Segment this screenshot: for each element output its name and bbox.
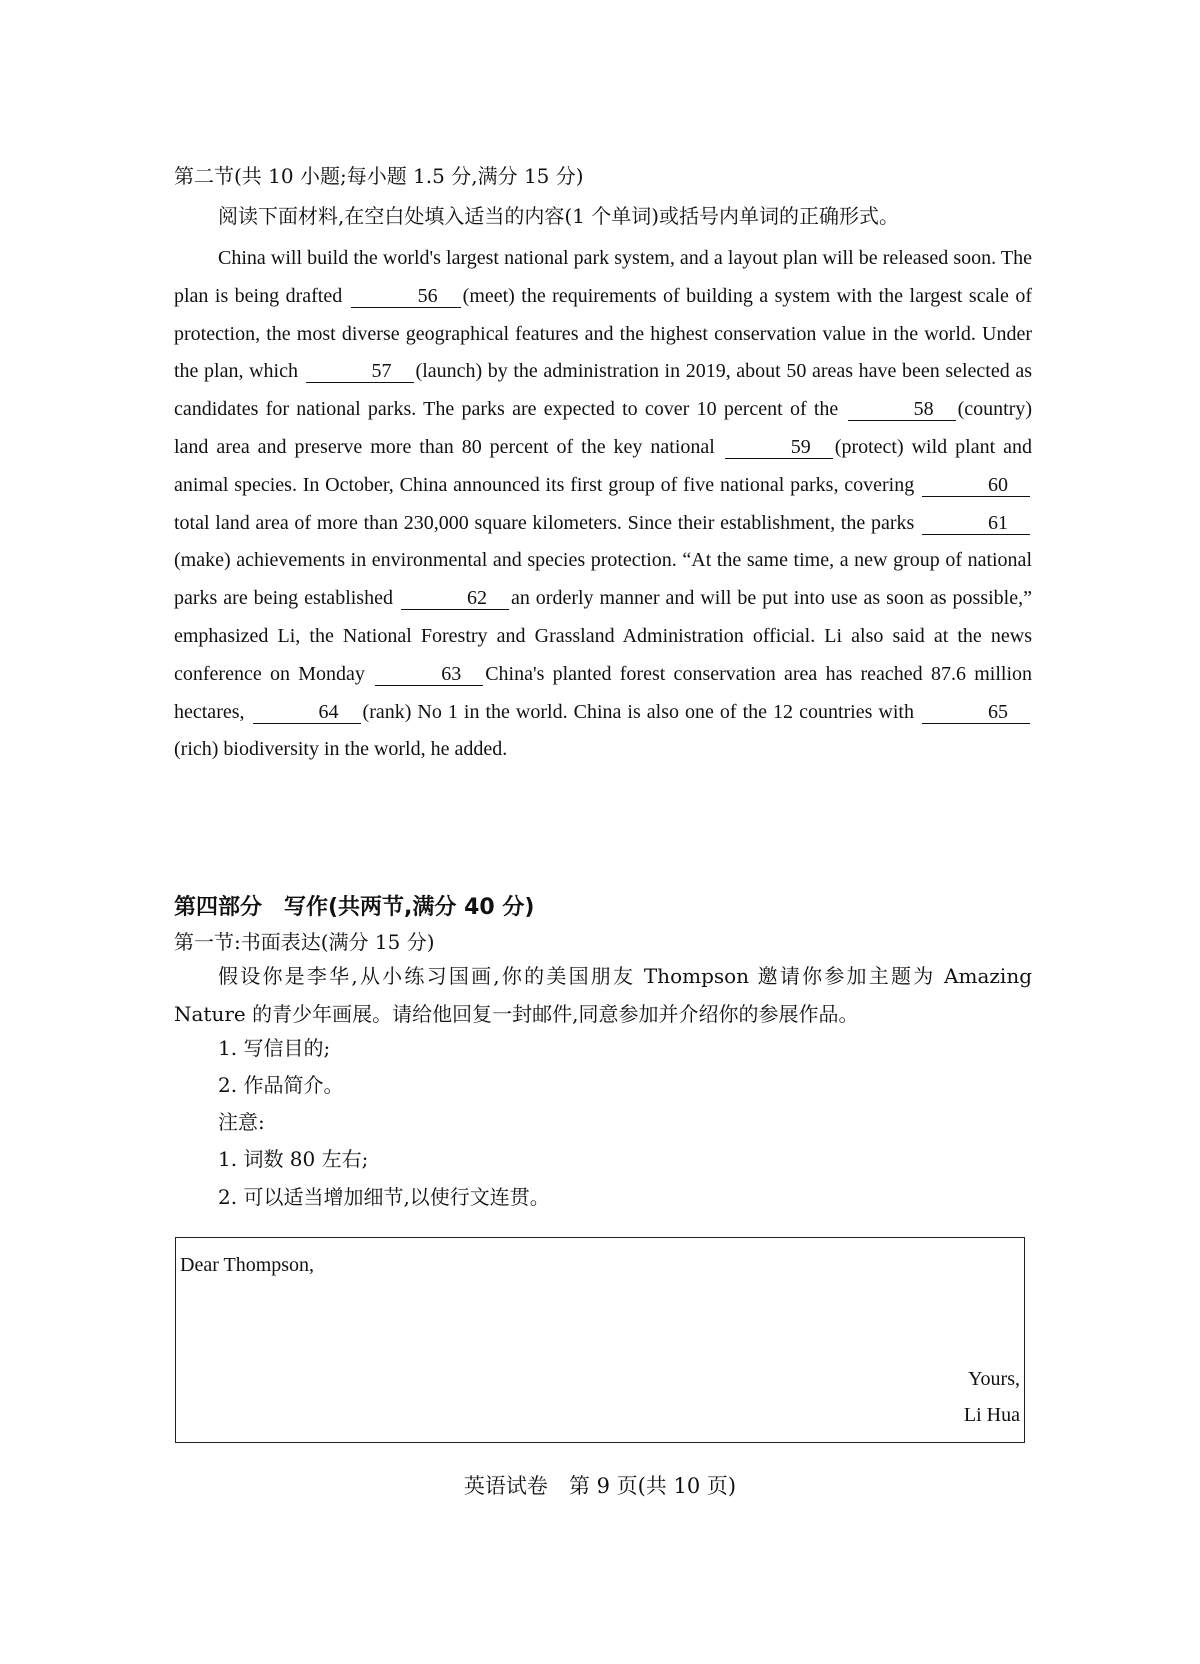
prompt-text: 假设你是李华,从小练习国画,你的美国朋友 Thompson 邀请你参加主题为 Amazing Nature 的青少年画展。请给他回复一封邮件,同意参加并介绍你的参展作品。 [174,964,1032,1026]
blank-62[interactable]: 62 [401,587,509,610]
passage-text: (meet) the requirements of building a system with the largest scale of protection, the most diverse geographical features and the highest conservation value in the world. Under the plan, which [174,284,1032,383]
letter-salutation: Dear Thompson, [180,1254,315,1276]
blank-63[interactable]: 63 [375,663,483,686]
cloze-passage [174,240,1032,769]
blank-65[interactable]: 65 [922,701,1030,724]
passage-text: (country) land area and preserve more than 80 percent of the key national [174,398,1032,458]
requirement-item: 2. 作品简介。 [218,1073,344,1097]
letter-answer-box[interactable] [175,1237,1025,1443]
part4-heading: 第四部分 写作(共两节,满分 40 分) [174,895,535,920]
writing-subheading: 第一节:书面表达(满分 15 分) [174,930,435,954]
passage-text: (rich) biodiversity in the world, he added. [174,738,508,761]
passage-text: total land area of more than 230,000 square kilometers. Since their establishment, the parks [174,511,920,534]
writing-prompt [174,958,1032,1033]
passage-text: (rank) No 1 in the world. China is also one of the 12 countries with [362,700,920,723]
section-instruction: 阅读下面材料,在空白处填入适当的内容(1 个单词)或括号内单词的正确形式。 [218,204,900,228]
blank-58[interactable]: 58 [848,398,956,421]
letter-closing: Yours, [968,1368,1020,1390]
page-footer: 英语试卷 第 9 页(共 10 页) [463,1474,737,1498]
blank-61[interactable]: 61 [922,512,1030,535]
letter-signature: Li Hua [963,1404,1020,1426]
requirement-item: 1. 写信目的; [218,1036,331,1060]
passage-text: an orderly manner and will be put into use as soon as possible,” emphasized Li, the National Forestry and Grassland Administration official. Li also said at the news conference on Monday [174,587,1032,685]
blank-59[interactable]: 59 [725,436,833,459]
blank-60[interactable]: 60 [922,474,1030,497]
passage-text: (launch) by the administration in 2019, about 50 areas have been selected as candidates for national parks. The parks are expected to cover 10 percent of the [174,360,1032,421]
blank-56[interactable]: 56 [351,285,461,308]
note-item: 1. 词数 80 左右; [218,1147,369,1171]
passage-text: (protect) wild plant and animal species. In October, China announced its first group of five national parks, covering [174,435,1032,496]
note-label: 注意: [218,1110,265,1134]
passage-text: China will build the world's largest national park system, and a layout plan will be released soon. The plan is being drafted [174,247,1032,307]
blank-57[interactable]: 57 [306,360,414,383]
blank-64[interactable]: 64 [253,701,361,724]
passage-text: (make) achievements in environmental and species protection. “At the same time, a new group of national parks are being established [174,549,1032,610]
section-heading: 第二节(共 10 小题;每小题 1.5 分,满分 15 分) [174,164,584,188]
note-item: 2. 可以适当增加细节,以使行文连贯。 [218,1185,550,1209]
passage-text: China's planted forest conservation area has reached 87.6 million hectares, [174,662,1033,723]
